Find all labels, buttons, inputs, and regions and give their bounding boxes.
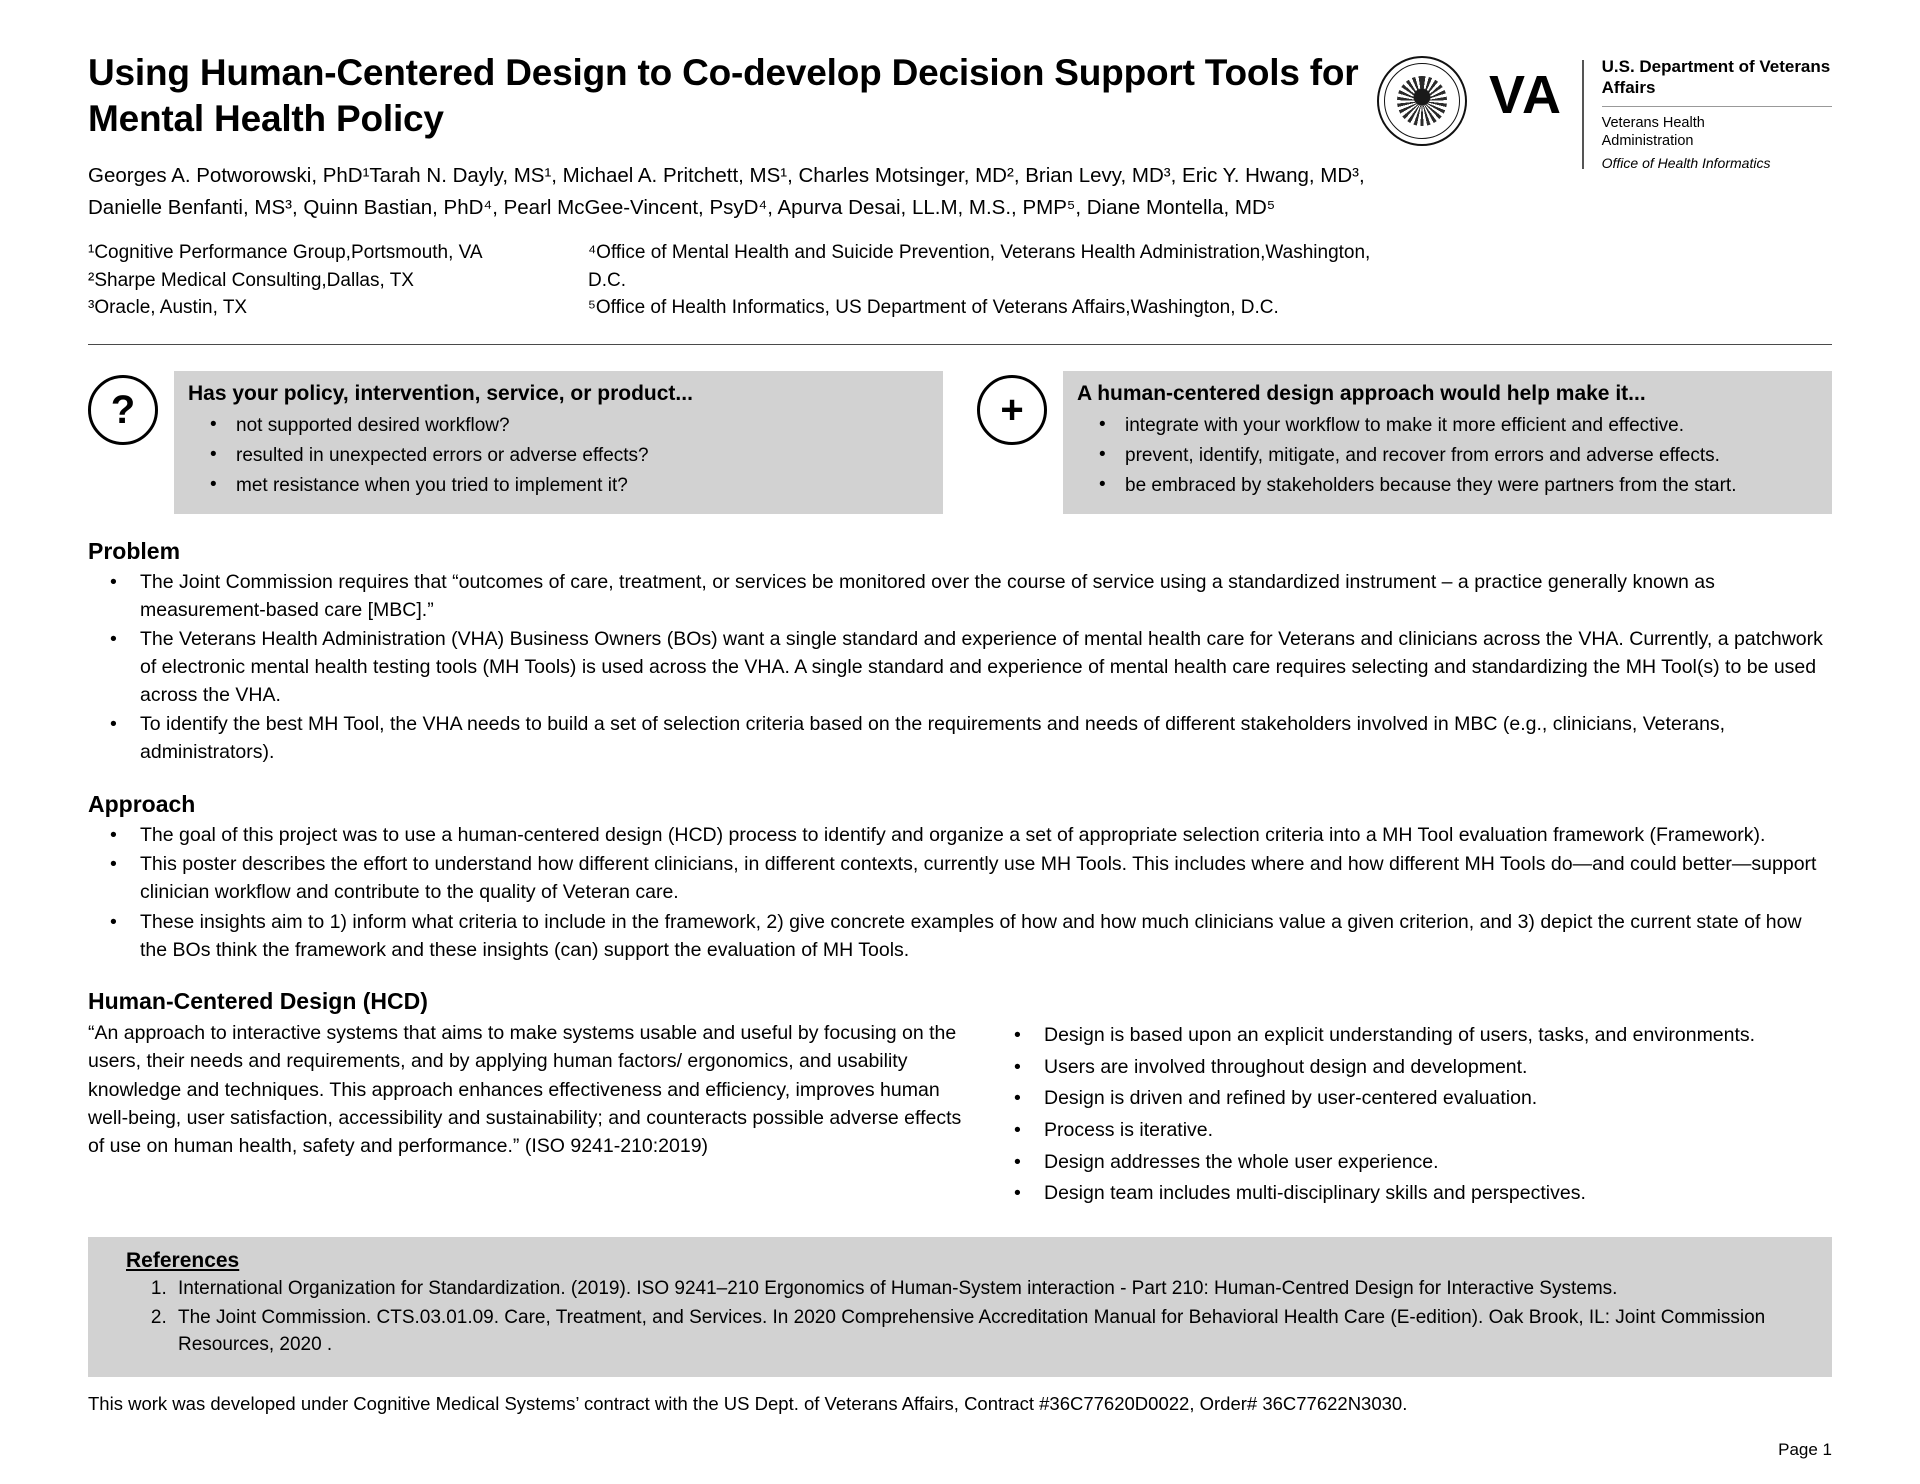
page-title: Using Human-Centered Design to Co-develop Decision Support Tools for Mental Health Policy <box>88 52 1359 139</box>
list-item: • Design team includes multi-disciplinary skills and perspectives. <box>992 1179 1832 1209</box>
hcd-columns <box>88 1019 1832 1211</box>
question-mark-icon: ? <box>88 375 158 445</box>
callout-list <box>188 411 929 501</box>
header-divider <box>88 344 1832 345</box>
list-item: • To identify the best MH Tool, the VHA needs to build a set of selection criteria based on the requirements and needs of different stakeholders involved in MBC (e.g., clinicians, Veterans, administrators). <box>88 711 1832 766</box>
list-item: • Users are involved throughout design and development. <box>992 1053 1832 1083</box>
references-title: References <box>126 1248 240 1272</box>
footer-disclaimer: This work was developed under Cognitive Medical Systems’ contract with the US Dept. of Veterans Affairs, Contract #36C77620D0022, Order# 36C77622N3030. <box>88 1392 1408 1414</box>
va-logo-divider <box>1582 60 1584 169</box>
callout-solution <box>977 371 1832 514</box>
affiliation-item: ⁴Office of Mental Health and Suicide Prevention, Veterans Health Administration,Washington, D.C. <box>588 242 1371 291</box>
affiliation-item: ⁵Office of Health Informatics, US Department of Veterans Affairs,Washington, D.C. <box>588 297 1279 319</box>
list-item: • met resistance when you tried to implement it? <box>188 471 929 501</box>
list-item: • not supported desired workflow? <box>188 411 929 441</box>
section-problem <box>88 538 1832 767</box>
callout-question-body <box>174 371 943 514</box>
list-item: • resulted in unexpected errors or adverse effects? <box>188 441 929 471</box>
references-list <box>126 1276 1812 1359</box>
affiliation-item: ²Sharpe Medical Consulting,Dallas, TX <box>88 269 414 291</box>
callout-solution-body <box>1063 371 1832 514</box>
hcd-principles <box>992 1019 1832 1211</box>
callout-list <box>1077 411 1818 501</box>
callout-row <box>88 371 1832 514</box>
list-item: • integrate with your workflow to make it more efficient and effective. <box>1077 411 1818 441</box>
section-hcd <box>88 988 1832 1211</box>
problem-list <box>88 569 1832 767</box>
affiliations-column-right <box>588 239 1377 322</box>
va-letters: VA <box>1488 65 1562 125</box>
affiliation-item: ¹Cognitive Performance Group,Portsmouth, VA <box>88 242 483 264</box>
callout-heading: A human-centered design approach would help make it... <box>1077 381 1646 405</box>
list-item: • The goal of this project was to use a human-centered design (HCD) process to identify and organize a set of appropriate selection criteria into a MH Tool evaluation framework (Framework). <box>88 822 1832 850</box>
va-seal-icon <box>1377 56 1467 146</box>
va-logo-text <box>1602 56 1832 173</box>
hcd-definition-quote: “An approach to interactive systems that aims to make systems usable and useful by focusing on the users, their needs and requirements, and by applying human factors/ ergonomics, and usability knowledge and techniques. This approach enhances effectiveness and efficiency, improves human well-being, user satisfaction, accessibility and sustainability; and counteracts possible adverse effects of use on human health, safety and performance.” (ISO 9241-210:2019) <box>88 1022 962 1158</box>
approach-list <box>88 822 1832 964</box>
affiliations <box>88 239 1377 322</box>
affiliation-item: ³Oracle, Austin, TX <box>88 297 248 319</box>
author-list: Georges A. Potworowski, PhD¹Tarah N. Dayly, MS¹, Michael A. Pritchett, MS¹, Charles Motsinger, MD², Brian Levy, MD³, Eric Y. Hwang, MD³, Danielle Benfanti, MS³, Quinn Bastian, PhD⁴, Pearl McGee-Vincent, PsyD⁴, Apurva Desai, LL.M, M.S., PMP⁵, Diane Montella, MD⁵ <box>88 163 1365 219</box>
list-item: • prevent, identify, mitigate, and recover from errors and adverse effects. <box>1077 441 1818 471</box>
va-office-line: Office of Health Informatics <box>1601 155 1771 172</box>
list-item: • Design is driven and refined by user-centered evaluation. <box>992 1084 1832 1114</box>
page-number: Page 1 <box>1778 1440 1832 1459</box>
list-item: 2. The Joint Commission. CTS.03.01.09. Care, Treatment, and Services. In 2020 Comprehensive Accreditation Manual for Behavioral Health Care (E-edition). Oak Brook, IL: Joint Commission Resources, 2020 . <box>172 1305 1812 1359</box>
section-title: Problem <box>88 537 181 564</box>
va-sub-line-1: Veterans Health <box>1601 114 1705 131</box>
va-department-name: U.S. Department of Veterans Affairs <box>1601 57 1831 98</box>
list-item: • be embraced by stakeholders because they were partners from the start. <box>1077 471 1818 501</box>
va-sub-line-2: Administration <box>1601 133 1694 150</box>
va-logo-rule <box>1602 106 1832 107</box>
list-item: • Design is based upon an explicit understanding of users, tasks, and environments. <box>992 1021 1832 1051</box>
section-title: Human-Centered Design (HCD) <box>88 988 428 1015</box>
list-item: 1. International Organization for Standardization. (2019). ISO 9241–210 Ergonomics of Human-System interaction - Part 210: Human-Centred Design for Interactive Systems. <box>172 1276 1812 1303</box>
section-references <box>88 1237 1832 1377</box>
va-logo <box>1377 50 1832 173</box>
plus-sign-icon: + <box>977 375 1047 445</box>
list-item: • Process is iterative. <box>992 1116 1832 1146</box>
affiliations-column-left <box>88 239 588 322</box>
list-item: • Design addresses the whole user experience. <box>992 1148 1832 1178</box>
list-item: • The Joint Commission requires that “outcomes of care, treatment, or services be monitored over the course of service using a standardized instrument – a practice generally known as measurement-based care [MBC].” <box>88 569 1832 624</box>
callout-heading: Has your policy, intervention, service, or product... <box>188 381 693 405</box>
list-item: • The Veterans Health Administration (VHA) Business Owners (BOs) want a single standard and experience of mental health care for Veterans and clinicians across the VHA. Currently, a patchwork of electronic mental health testing tools (MH Tools) is used across the VHA. A single standard and experience of mental health care requires selecting and standardizing the MH Tool(s) to be used across the VHA. <box>88 626 1832 709</box>
section-title: Approach <box>88 790 196 817</box>
header-text-block <box>88 50 1377 322</box>
list-item: • This poster describes the effort to understand how different clinicians, in different contexts, currently use MH Tools. This includes where and how different MH Tools do—and could better—support clinician workflow and contribute to the quality of Veteran care. <box>88 851 1832 906</box>
poster-header <box>88 50 1832 322</box>
hcd-principles-list <box>992 1021 1832 1209</box>
list-item: • These insights aim to 1) inform what criteria to include in the framework, 2) give concrete examples of how and how much clinicians value a given criterion, and 3) depict the current state of how the BOs think the framework and these insights (can) support the evaluation of MH Tools. <box>88 909 1832 964</box>
section-approach <box>88 791 1832 964</box>
callout-question <box>88 371 943 514</box>
